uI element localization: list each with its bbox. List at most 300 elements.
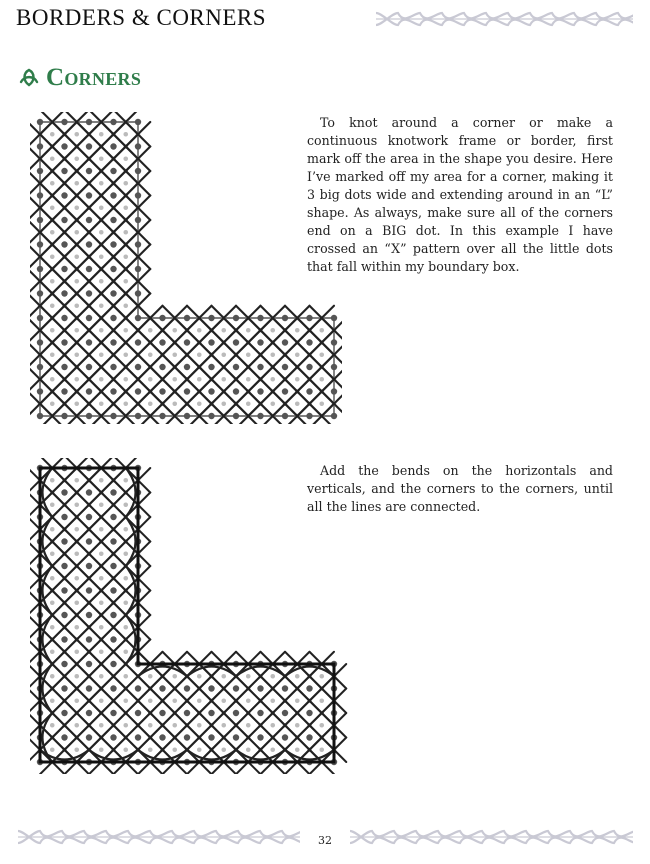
- small-dot: [246, 747, 251, 752]
- small-dot: [295, 723, 300, 728]
- big-dot: [135, 143, 141, 149]
- big-dot: [306, 315, 312, 321]
- small-dot: [99, 156, 104, 161]
- small-dot: [123, 352, 128, 357]
- small-dot: [99, 723, 104, 728]
- small-dot: [74, 156, 79, 161]
- big-dot: [110, 413, 116, 419]
- dot-grid: [37, 465, 337, 765]
- big-dot: [86, 119, 92, 125]
- small-dot: [50, 377, 55, 382]
- small-dot: [74, 576, 79, 581]
- big-dot: [135, 217, 141, 223]
- big-dot: [61, 364, 67, 370]
- big-dot: [86, 636, 92, 642]
- big-dot: [159, 364, 165, 370]
- big-dot: [61, 315, 67, 321]
- small-dot: [270, 674, 275, 679]
- big-dot: [61, 538, 67, 544]
- small-dot: [295, 698, 300, 703]
- big-dot: [257, 413, 263, 419]
- triquetra-icon: [18, 67, 40, 89]
- small-dot: [172, 723, 177, 728]
- small-dot: [74, 551, 79, 556]
- small-dot: [123, 132, 128, 137]
- small-dot: [50, 600, 55, 605]
- big-dot: [282, 388, 288, 394]
- big-dot: [86, 388, 92, 394]
- big-dot: [110, 192, 116, 198]
- small-dot: [246, 698, 251, 703]
- small-dot: [246, 328, 251, 333]
- big-dot: [135, 266, 141, 272]
- small-dot: [123, 328, 128, 333]
- big-dot: [61, 612, 67, 618]
- big-dot: [282, 339, 288, 345]
- big-dot: [110, 710, 116, 716]
- small-dot: [99, 377, 104, 382]
- big-dot: [257, 685, 263, 691]
- small-dot: [319, 723, 324, 728]
- big-dot: [184, 364, 190, 370]
- big-dot: [257, 710, 263, 716]
- small-dot: [123, 401, 128, 406]
- big-dot: [37, 217, 43, 223]
- small-dot: [50, 205, 55, 210]
- small-dot: [99, 576, 104, 581]
- small-dot: [74, 377, 79, 382]
- big-dot: [86, 266, 92, 272]
- big-dot: [184, 413, 190, 419]
- big-dot: [110, 241, 116, 247]
- small-dot: [295, 352, 300, 357]
- corner-grid-bends-figure: [30, 458, 348, 774]
- small-dot: [246, 723, 251, 728]
- big-dot: [37, 266, 43, 272]
- small-dot: [246, 352, 251, 357]
- big-dot: [159, 388, 165, 394]
- big-dot: [257, 734, 263, 740]
- big-dot: [306, 413, 312, 419]
- small-dot: [99, 747, 104, 752]
- big-dot: [331, 339, 337, 345]
- small-dot: [148, 674, 153, 679]
- small-dot: [99, 527, 104, 532]
- big-dot: [61, 266, 67, 272]
- big-dot: [110, 514, 116, 520]
- small-dot: [123, 478, 128, 483]
- small-dot: [99, 502, 104, 507]
- big-dot: [37, 364, 43, 370]
- big-dot: [233, 734, 239, 740]
- small-dot: [270, 723, 275, 728]
- celtic-band-top-ornament: [376, 8, 633, 30]
- small-dot: [99, 205, 104, 210]
- small-dot: [74, 279, 79, 284]
- small-dot: [99, 698, 104, 703]
- small-dot: [270, 698, 275, 703]
- small-dot: [50, 576, 55, 581]
- big-dot: [306, 388, 312, 394]
- small-dot: [50, 723, 55, 728]
- small-dot: [148, 401, 153, 406]
- small-dot: [74, 205, 79, 210]
- small-dot: [50, 254, 55, 259]
- big-dot: [61, 290, 67, 296]
- small-dot: [172, 377, 177, 382]
- small-dot: [246, 377, 251, 382]
- big-dot: [86, 661, 92, 667]
- big-dot: [61, 413, 67, 419]
- big-dot: [135, 339, 141, 345]
- small-dot: [197, 747, 202, 752]
- big-dot: [86, 710, 92, 716]
- big-dot: [110, 661, 116, 667]
- small-dot: [123, 279, 128, 284]
- small-dot: [221, 328, 226, 333]
- big-dot: [159, 339, 165, 345]
- small-dot: [319, 674, 324, 679]
- small-dot: [74, 698, 79, 703]
- small-dot: [172, 698, 177, 703]
- big-dot: [110, 119, 116, 125]
- big-dot: [37, 192, 43, 198]
- big-dot: [86, 538, 92, 544]
- big-dot: [37, 290, 43, 296]
- big-dot: [86, 217, 92, 223]
- big-dot: [331, 315, 337, 321]
- big-dot: [282, 315, 288, 321]
- small-dot: [99, 279, 104, 284]
- big-dot: [61, 143, 67, 149]
- big-dot: [184, 339, 190, 345]
- big-dot: [135, 290, 141, 296]
- big-dot: [61, 710, 67, 716]
- big-dot: [135, 388, 141, 394]
- small-dot: [50, 674, 55, 679]
- big-dot: [37, 143, 43, 149]
- big-dot: [233, 413, 239, 419]
- big-dot: [135, 734, 141, 740]
- big-dot: [282, 364, 288, 370]
- big-dot: [37, 241, 43, 247]
- small-dot: [99, 625, 104, 630]
- big-dot: [233, 315, 239, 321]
- small-dot: [50, 401, 55, 406]
- big-dot: [37, 119, 43, 125]
- big-dot: [61, 587, 67, 593]
- big-dot: [110, 734, 116, 740]
- small-dot: [99, 674, 104, 679]
- big-dot: [135, 119, 141, 125]
- small-dot: [99, 352, 104, 357]
- small-dot: [99, 328, 104, 333]
- big-dot: [37, 168, 43, 174]
- small-dot: [74, 181, 79, 186]
- big-dot: [110, 388, 116, 394]
- big-dot: [110, 489, 116, 495]
- small-dot: [148, 352, 153, 357]
- big-dot: [208, 710, 214, 716]
- small-dot: [74, 254, 79, 259]
- big-dot: [306, 710, 312, 716]
- big-dot: [37, 388, 43, 394]
- small-dot: [172, 328, 177, 333]
- big-dot: [208, 364, 214, 370]
- small-dot: [99, 600, 104, 605]
- big-dot: [331, 413, 337, 419]
- small-dot: [99, 478, 104, 483]
- big-dot: [306, 364, 312, 370]
- big-dot: [208, 315, 214, 321]
- big-dot: [110, 315, 116, 321]
- small-dot: [50, 230, 55, 235]
- big-dot: [208, 339, 214, 345]
- small-dot: [246, 401, 251, 406]
- big-dot: [306, 339, 312, 345]
- small-dot: [319, 377, 324, 382]
- small-dot: [172, 352, 177, 357]
- big-dot: [233, 685, 239, 691]
- small-dot: [99, 303, 104, 308]
- big-dot: [306, 734, 312, 740]
- small-dot: [123, 181, 128, 186]
- big-dot: [86, 489, 92, 495]
- big-dot: [86, 587, 92, 593]
- big-dot: [61, 514, 67, 520]
- big-dot: [61, 119, 67, 125]
- small-dot: [123, 723, 128, 728]
- small-dot: [99, 254, 104, 259]
- small-dot: [221, 747, 226, 752]
- big-dot: [61, 168, 67, 174]
- small-dot: [319, 401, 324, 406]
- small-dot: [221, 352, 226, 357]
- small-dot: [50, 625, 55, 630]
- big-dot: [110, 266, 116, 272]
- small-dot: [123, 600, 128, 605]
- small-dot: [197, 698, 202, 703]
- big-dot: [159, 315, 165, 321]
- small-dot: [50, 279, 55, 284]
- small-dot: [123, 254, 128, 259]
- big-dot: [233, 388, 239, 394]
- big-dot: [86, 514, 92, 520]
- small-dot: [123, 156, 128, 161]
- big-dot: [135, 685, 141, 691]
- big-dot: [110, 364, 116, 370]
- small-dot: [50, 551, 55, 556]
- big-dot: [86, 612, 92, 618]
- small-dot: [172, 674, 177, 679]
- small-dot: [74, 303, 79, 308]
- big-dot: [86, 339, 92, 345]
- small-dot: [295, 747, 300, 752]
- small-dot: [74, 747, 79, 752]
- big-dot: [306, 685, 312, 691]
- small-dot: [74, 674, 79, 679]
- small-dot: [74, 723, 79, 728]
- big-dot: [135, 710, 141, 716]
- small-dot: [99, 401, 104, 406]
- small-dot: [74, 478, 79, 483]
- small-dot: [50, 132, 55, 137]
- small-dot: [270, 747, 275, 752]
- small-dot: [74, 352, 79, 357]
- small-dot: [270, 328, 275, 333]
- small-dot: [99, 132, 104, 137]
- big-dot: [110, 168, 116, 174]
- big-dot: [233, 339, 239, 345]
- big-dot: [110, 538, 116, 544]
- small-dot: [99, 551, 104, 556]
- small-dot: [123, 527, 128, 532]
- small-dot: [221, 377, 226, 382]
- small-dot: [197, 328, 202, 333]
- big-dot: [110, 685, 116, 691]
- big-dot: [61, 661, 67, 667]
- small-dot: [123, 625, 128, 630]
- small-dot: [270, 352, 275, 357]
- big-dot: [282, 685, 288, 691]
- big-dot: [86, 563, 92, 569]
- big-dot: [61, 192, 67, 198]
- big-dot: [110, 563, 116, 569]
- small-dot: [123, 551, 128, 556]
- big-dot: [135, 168, 141, 174]
- small-dot: [319, 698, 324, 703]
- small-dot: [50, 649, 55, 654]
- small-dot: [270, 377, 275, 382]
- small-dot: [50, 303, 55, 308]
- knot-band-strands: [376, 13, 633, 25]
- big-dot: [184, 685, 190, 691]
- big-dot: [282, 710, 288, 716]
- small-dot: [295, 377, 300, 382]
- big-dot: [86, 315, 92, 321]
- big-dot: [61, 241, 67, 247]
- small-dot: [123, 649, 128, 654]
- big-dot: [159, 413, 165, 419]
- small-dot: [221, 698, 226, 703]
- paragraph-bends: Add the bends on the horizontals and verticals, and the corners to the corners, until all the lines are connected.: [307, 463, 613, 514]
- small-dot: [148, 328, 153, 333]
- big-dot: [233, 710, 239, 716]
- small-dot: [319, 328, 324, 333]
- small-dot: [50, 502, 55, 507]
- big-dot: [257, 315, 263, 321]
- small-dot: [295, 674, 300, 679]
- big-dot: [86, 734, 92, 740]
- small-dot: [148, 698, 153, 703]
- big-dot: [61, 489, 67, 495]
- big-dot: [110, 217, 116, 223]
- small-dot: [74, 527, 79, 532]
- big-dot: [86, 290, 92, 296]
- big-dot: [37, 339, 43, 345]
- big-dot: [37, 413, 43, 419]
- small-dot: [221, 723, 226, 728]
- small-dot: [295, 328, 300, 333]
- small-dot: [50, 181, 55, 186]
- celtic-band-bottom-right-ornament: [350, 826, 633, 848]
- big-dot: [331, 364, 337, 370]
- small-dot: [197, 723, 202, 728]
- frame-outline: [40, 468, 334, 762]
- small-dot: [148, 377, 153, 382]
- big-dot: [257, 339, 263, 345]
- big-dot: [159, 685, 165, 691]
- paragraph-intro: To knot around a corner or make a continuous knotwork frame or border, first mark off the area in the shape you desire. Here I’ve marked off my area for a corner, making it 3 big dots wide and extending around in an “L” shape. As always, make sure all of the corners end on a BIG dot. In this example I have crossed an “X” pattern over all the little dots that fall within my boundary box.: [307, 115, 613, 274]
- small-dot: [148, 723, 153, 728]
- page-header-title: BORDERS & CORNERS: [16, 5, 267, 30]
- big-dot: [110, 636, 116, 642]
- big-dot: [135, 241, 141, 247]
- small-dot: [319, 747, 324, 752]
- big-dot: [135, 315, 141, 321]
- big-dot: [282, 734, 288, 740]
- small-dot: [197, 352, 202, 357]
- small-dot: [74, 502, 79, 507]
- small-dot: [50, 747, 55, 752]
- small-dot: [123, 230, 128, 235]
- small-dot: [99, 230, 104, 235]
- small-dot: [172, 401, 177, 406]
- small-dot: [197, 401, 202, 406]
- small-dot: [197, 377, 202, 382]
- small-dot: [74, 328, 79, 333]
- small-dot: [74, 600, 79, 605]
- big-dot: [233, 364, 239, 370]
- big-dot: [110, 587, 116, 593]
- small-dot: [50, 698, 55, 703]
- big-dot: [331, 388, 337, 394]
- big-dot: [282, 413, 288, 419]
- section-heading-text: Corners: [46, 64, 142, 91]
- big-dot: [110, 143, 116, 149]
- small-dot: [50, 478, 55, 483]
- big-dot: [86, 168, 92, 174]
- big-dot: [86, 143, 92, 149]
- dot-grid: [37, 119, 337, 419]
- small-dot: [50, 156, 55, 161]
- small-dot: [74, 230, 79, 235]
- small-dot: [123, 205, 128, 210]
- small-dot: [246, 674, 251, 679]
- small-dot: [172, 747, 177, 752]
- small-dot: [74, 132, 79, 137]
- small-dot: [50, 328, 55, 333]
- small-dot: [270, 401, 275, 406]
- small-dot: [197, 674, 202, 679]
- big-dot: [184, 710, 190, 716]
- big-dot: [257, 388, 263, 394]
- big-dot: [135, 364, 141, 370]
- small-dot: [99, 649, 104, 654]
- small-dot: [99, 181, 104, 186]
- big-dot: [159, 734, 165, 740]
- big-dot: [37, 315, 43, 321]
- big-dot: [61, 339, 67, 345]
- big-dot: [86, 241, 92, 247]
- big-dot: [61, 734, 67, 740]
- small-dot: [148, 747, 153, 752]
- big-dot: [135, 192, 141, 198]
- knot-band-strands: [350, 831, 633, 843]
- small-dot: [123, 747, 128, 752]
- big-dot: [208, 734, 214, 740]
- big-dot: [159, 710, 165, 716]
